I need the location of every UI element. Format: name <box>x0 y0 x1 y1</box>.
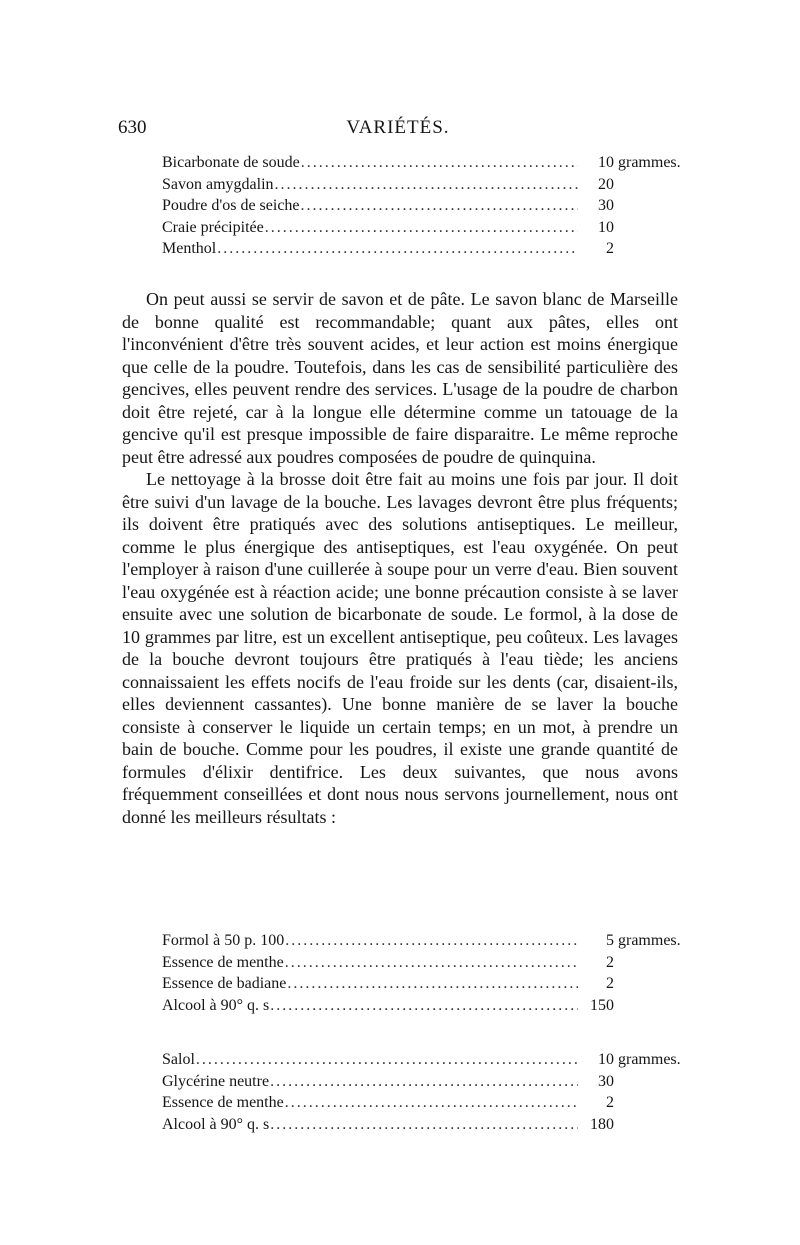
quantity-value: 2 <box>606 953 614 971</box>
quantity-value: 10 <box>598 154 614 171</box>
ingredient-name: Formol à 50 p. 100 <box>162 932 285 949</box>
quantity-value: 5 <box>606 932 614 949</box>
paragraph: Le nettoyage à la brosse doit être fait au moins une fois par jour. Il doit être suivi d'un lavage de la bouche. Les lavages devront être plus fréquents; ils doivent être pratiqués avec des solutions antiseptiques. Le meilleur, comme le plus énergique des antiseptiques, est l'eau oxygénée. On peut l'employer à raison d'une cuillerée à soupe pour un verre d'eau. Bien souvent l'eau oxygénée est à réaction acide; une bonne précaution consiste à se laver ensuite avec une solution de bicarbonate de soude. Le formol, à la dose de 10 grammes par litre, est un excellent antiseptique, peu coûteux. Les lavages de la bouche devront toujours être pratiqués à l'eau tiède; les anciens connaissaient les effets nocifs de l'eau froide sur les dents (car, disaient-ils, elles deviennent cassantes). Une bonne manière de se laver la bouche consiste à conserver le liquide un certain temps; en un mot, à prendre un bain de bouche. Comme pour les poudres, il existe une grande quantité de formules d'élixir dentifrice. Les deux suivantes, que nous avons fréquemment conseillées et dont nous nous servons journellement, nous ont donné les meilleurs résultats : <box>122 469 678 827</box>
ingredient-quantity <box>582 197 682 215</box>
quantity-value: 30 <box>598 1072 614 1090</box>
quantity-unit: grammes. <box>618 1051 681 1068</box>
ingredient-name: Essence de menthe <box>162 953 284 971</box>
quantity-value: 2 <box>606 240 614 257</box>
dot-leader <box>301 197 578 215</box>
page-number: 630 <box>118 117 147 138</box>
ingredient-quantity <box>582 176 682 194</box>
quantity-value: 20 <box>598 175 614 193</box>
recipe-row <box>162 1116 682 1138</box>
ingredient-name: Glycérine neutre <box>162 1072 270 1090</box>
page-header <box>118 117 678 145</box>
dot-leader <box>270 1116 578 1134</box>
ingredient-name: Alcool à 90° q. s <box>162 996 270 1014</box>
ingredient-quantity <box>582 932 682 950</box>
dot-leader <box>301 154 578 172</box>
quantity-value: 10 <box>598 1051 614 1068</box>
dot-leader <box>265 219 578 237</box>
ingredient-name: Craie précipitée <box>162 218 264 236</box>
quantity-value: 10 <box>598 218 614 236</box>
ingredient-name: Salol <box>162 1051 195 1068</box>
dot-leader <box>285 932 578 950</box>
ingredient-quantity <box>582 1051 682 1069</box>
ingredient-name: Poudre d'os de seiche <box>162 197 300 214</box>
dot-leader <box>270 1073 578 1091</box>
paragraph: On peut aussi se servir de savon et de pâte. Le savon blanc de Marseille de bonne qualité est recommandable; quant aux pâtes, elles ont l'inconvénient d'être très souvent acides, et leur action est moins énergique que celle de la poudre. Toutefois, dans les cas de sensibilité particulière des gencives, elles peuvent rendre des services. L'usage de la poudre de charbon doit être rejeté, car à la longue elle détermine comme un tatouage de la gencive qu'il est presque impossible de faire disparaitre. Le même reproche peut être adressé aux poudres composées de poudre de quinquina. <box>122 289 678 467</box>
ingredient-name: Bicarbonate de soude <box>162 154 300 171</box>
dot-leader <box>275 176 578 194</box>
ingredient-quantity <box>582 1073 682 1091</box>
ingredient-name: Savon amygdalin <box>162 175 274 193</box>
quantity-unit: grammes. <box>618 932 681 949</box>
running-title: VARIÉTÉS. <box>346 117 450 138</box>
recipe-row <box>162 1051 682 1073</box>
ingredient-quantity <box>582 240 682 258</box>
recipe-row <box>162 219 682 241</box>
dot-leader <box>287 975 578 993</box>
recipe-row <box>162 997 682 1019</box>
dot-leader <box>270 997 578 1015</box>
recipe-list-elixir-formol <box>162 932 682 1018</box>
recipe-row <box>162 975 682 997</box>
ingredient-name: Alcool à 90° q. s <box>162 1115 270 1133</box>
ingredient-quantity <box>582 1116 682 1134</box>
ingredient-quantity <box>582 154 682 172</box>
ingredient-quantity <box>582 954 682 972</box>
recipe-row <box>162 176 682 198</box>
quantity-value: 150 <box>590 996 614 1014</box>
ingredient-quantity <box>582 1094 682 1112</box>
ingredient-quantity <box>582 975 682 993</box>
ingredient-quantity <box>582 219 682 237</box>
recipe-list-tooth-powder <box>162 154 682 262</box>
recipe-row <box>162 154 682 176</box>
ingredient-name: Essence de menthe <box>162 1094 284 1111</box>
recipe-row <box>162 240 682 262</box>
dot-leader <box>285 1094 578 1112</box>
dot-leader <box>217 240 578 258</box>
quantity-value: 30 <box>598 197 614 214</box>
quantity-value: 2 <box>606 1094 614 1111</box>
recipe-row <box>162 1094 682 1116</box>
quantity-value: 180 <box>590 1115 614 1133</box>
ingredient-quantity <box>582 997 682 1015</box>
recipe-row <box>162 954 682 976</box>
recipe-row <box>162 932 682 954</box>
quantity-unit: grammes. <box>618 154 681 171</box>
recipe-row <box>162 197 682 219</box>
recipe-list-elixir-salol <box>162 1051 682 1137</box>
body-text <box>122 288 678 828</box>
quantity-value: 2 <box>606 975 614 992</box>
dot-leader <box>285 954 578 972</box>
dot-leader <box>196 1051 578 1069</box>
recipe-row <box>162 1073 682 1095</box>
ingredient-name: Essence de badiane <box>162 975 287 992</box>
ingredient-name: Menthol <box>162 240 217 257</box>
